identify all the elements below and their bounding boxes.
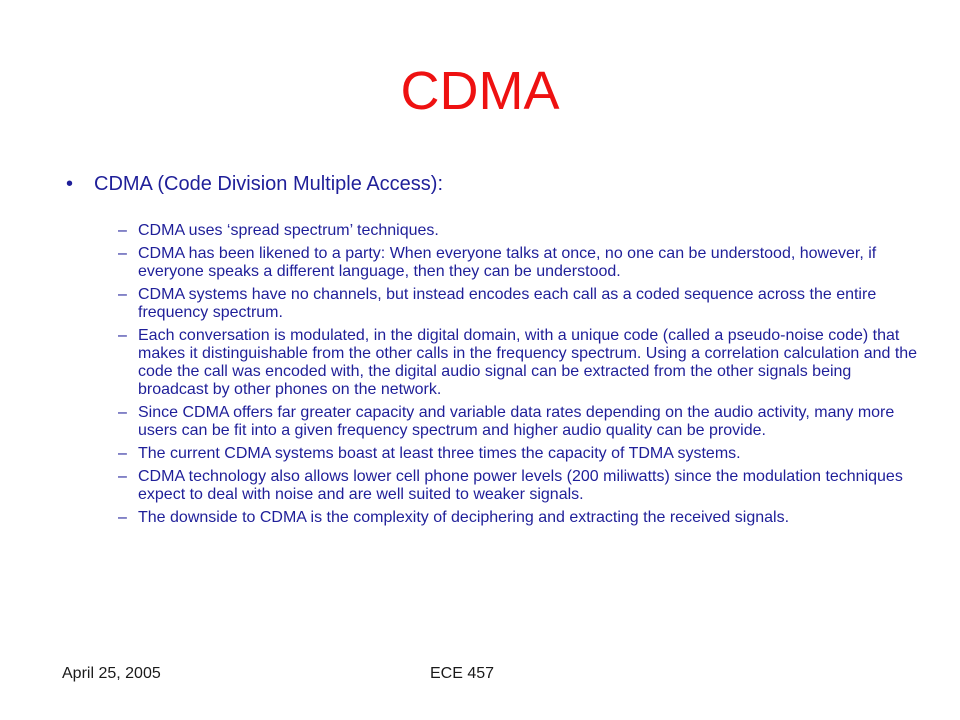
slide-title: CDMA (400, 61, 560, 121)
sub-bullet-text: Each conversation is modulated, in the digital domain, with a unique code (called a pseudo-noise code) that makes it distinguishable from the other calls in the frequency spectrum. Using a correlation calculation and the code the call was encoded with, the digital audio signal can be extracted from the other signals being broadcast by other phones on the network. (138, 327, 918, 398)
sub-bullet-marker: – (118, 404, 127, 421)
sub-bullet-item (118, 245, 918, 281)
sub-bullet-text: CDMA uses ‘spread spectrum’ techniques. (138, 222, 439, 239)
sub-bullet-item (118, 404, 918, 440)
sub-bullet-marker: – (118, 445, 127, 462)
sub-bullet-text: Since CDMA offers far greater capacity and variable data rates depending on the audio activity, many more users can be fit into a given frequency spectrum and higher audio quality can be provide. (138, 404, 895, 439)
sub-bullet-text: The current CDMA systems boast at least three times the capacity of TDMA systems. (138, 445, 741, 462)
sub-bullet-item (118, 327, 918, 399)
sub-bullet-text: The downside to CDMA is the complexity of deciphering and extracting the received signals. (138, 509, 790, 526)
sub-bullet-marker: – (118, 286, 127, 303)
sub-bullet-text: CDMA has been likened to a party: When everyone talks at once, no one can be understood, however, if everyone speaks a different language, then they can be understood. (138, 245, 877, 280)
sub-bullet-marker: – (118, 509, 127, 526)
sub-bullet-item (118, 468, 918, 504)
sub-bullet-item (118, 286, 918, 322)
footer-course: ECE 457 (430, 665, 495, 682)
bullet-marker: • (66, 173, 74, 195)
sub-bullet-marker: – (118, 327, 127, 344)
sub-bullet-text: CDMA technology also allows lower cell phone power levels (200 miliwatts) since the modulation techniques expect to deal with noise and are well suited to weaker signals. (138, 468, 903, 503)
sub-bullet-marker: – (118, 222, 127, 239)
sub-bullet-item (118, 222, 918, 240)
sub-bullet-text: CDMA systems have no channels, but instead encodes each call as a coded sequence across the entire frequency spectrum. (138, 286, 877, 321)
sub-bullet-marker: – (118, 245, 127, 262)
sub-bullet-item (118, 445, 918, 463)
main-bullet-text: CDMA (Code Division Multiple Access): (94, 173, 443, 195)
sub-bullet-marker: – (118, 468, 127, 485)
sub-bullet-item (118, 509, 918, 527)
sub-bullet-list (118, 222, 918, 532)
footer-date: April 25, 2005 (62, 665, 161, 682)
